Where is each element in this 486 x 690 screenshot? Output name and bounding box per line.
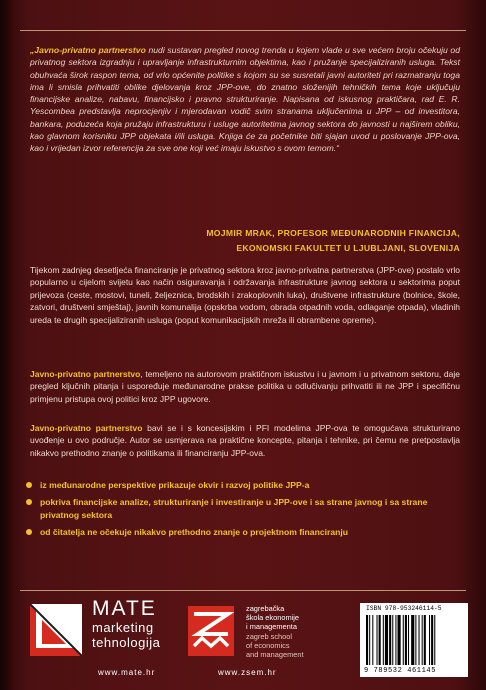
mate-name: MATE xyxy=(92,597,157,620)
author-line-2: EKONOMSKI FAKULTET U LJUBLJANI, SLOVENIJA xyxy=(236,243,460,253)
mate-wordmark xyxy=(92,598,160,650)
mate-subtitle-2: tehnologija xyxy=(92,635,161,650)
feature-text: od čitatelja ne očekuje nikakvo prethodno znanje o projektnom financiranju xyxy=(40,527,348,538)
paragraph-3-body: bavi se i s koncesijskim i PFI modelima JPP-ova te omogućava strukturirano uvođenje u ovo područje. Autor se usmjerava na praktične koncepte, pitanja i tehnike, pri čemu ne pretpostavlja nikakvo prethodno znanje o politikama ili financiranju JPP-ova. xyxy=(30,423,460,458)
quote-body: nudi sustavan pregled novog trenda u kojem vlade u sve većem broju očekuju od privatnog sektora izgradnju i upravljanje infrastrukturnim objektima, kao i pružanje specijaliziranih usluga. Tekst obuhvaća širok raspon tema, od vrlo općenite politike s kojom su se susretali javni autoriteti pri razmatranju toga ima li smisla prihvatiti oblike djelovanja kroz JPP-ove, do znatno složenijih tehničkih tema koje uključuju financijske analize, nabavu, financijsko i pravno strukturiranje. Napisana od iskusnog praktičara, rad E. R. Yescombea predstavlja neprocjenjiv i mjerodavan vodič svim stranama uključenima u JPP – od investitora, bankara, poduzeća koja pružaju infrastrukturu i usluge autoritetima javnog sektora do javnosti u najširem obliku, kao glavnom korisniku JPP objekata i/ili usluga. Knjiga će za početnike biti sjajan uvod u poslovanje JPP-ova, kao i vrijedan izvor referencija za sve one koji već imaju iskustvo s ovom temom.“ xyxy=(30,45,460,154)
zsem-url: www.zsem.hr xyxy=(218,668,277,677)
zsem-hr-line-2: škola ekonomije xyxy=(246,613,299,623)
mate-subtitle-1: marketing xyxy=(92,620,154,635)
zsem-en-line-3: and management xyxy=(246,650,304,660)
feature-text: pokriva financijske analize, strukturiranje i investiranje u JPP-ove i sa strane javnog i sa strane privatnog sektora xyxy=(40,497,428,520)
top-divider xyxy=(20,30,466,31)
feature-item xyxy=(24,496,464,521)
bullet-icon xyxy=(26,482,32,488)
author-line-1: MOJMIR MRAK, PROFESOR MEĐUNARODNIH FINANCIJA, xyxy=(206,228,460,238)
zsem-wordmark xyxy=(246,604,304,659)
description-paragraph-3 xyxy=(30,422,460,459)
zsem-logo-icon xyxy=(188,606,234,656)
feature-item xyxy=(24,526,464,538)
zsem-hr-line-3: i managementa xyxy=(246,622,297,632)
mate-logo-icon xyxy=(30,604,82,656)
zsem-en-line-2: of economics xyxy=(246,640,290,650)
feature-text: iz međunarodne perspektive prikazuje okvir i razvoj politike JPP-a xyxy=(40,480,310,490)
spine-shadow xyxy=(0,0,14,690)
barcode-icon xyxy=(366,615,462,665)
feature-item xyxy=(24,479,464,491)
feature-list xyxy=(24,479,464,544)
bullet-icon xyxy=(26,529,32,535)
description-paragraph-2 xyxy=(30,368,460,405)
isbn-barcode-box xyxy=(360,603,468,677)
isbn-label: ISBN 978-953246114-5 xyxy=(366,605,442,612)
quote-author xyxy=(150,226,460,256)
bullet-icon xyxy=(26,499,32,505)
bottom-divider xyxy=(20,590,466,591)
endorsement-quote xyxy=(30,44,460,155)
quote-lead: „Javno-privatno partnerstvo xyxy=(30,45,146,55)
mate-url: www.mate.hr xyxy=(98,668,156,677)
paragraph-2-lead: Javno-privatno partnerstvo xyxy=(30,369,141,379)
paragraph-3-lead: Javno-privatno partnerstvo xyxy=(30,423,143,433)
isbn-digits: 9 789532 461145 xyxy=(364,667,437,675)
paragraph-2-body: , temeljeno na autorovom praktičnom iskustvu i u javnom i u privatnom sektoru, daje pregled ključnih pitanja i uspoređuje međunarodne prakse politika u odlučivanju prihvatiti ili ne JPP i specifičnu primjenu pristupa ovoj politici kroz JPP ugovore. xyxy=(30,369,460,404)
zsem-hr-line-1: zagrebačka xyxy=(246,604,285,613)
description-paragraph-1: Tijekom zadnjeg desetljeća financiranje je privatnog sektora kroz javno-privatna partnerstva (JPP-ove) postalo vrlo popularno u cijelom svijetu kao način osiguravanja i održavanja infrastrukture javnog sektora u sektorima poput prijevoza (ceste, mostovi, tuneli, željeznica, brodskih i zrakoplovnih luka), društvene infrastrukture (bolnice, škole, zatvori, društveni smještaj), javnih komunalija (opskrba vodom, obrada otpadnih voda, odlaganje otpada), vladinih ureda te drugih specijaliziranih usluga (poput komunikacijskih mreža ili obrambene opreme). xyxy=(30,265,460,325)
zsem-en-line-1: zagreb school xyxy=(246,631,293,641)
